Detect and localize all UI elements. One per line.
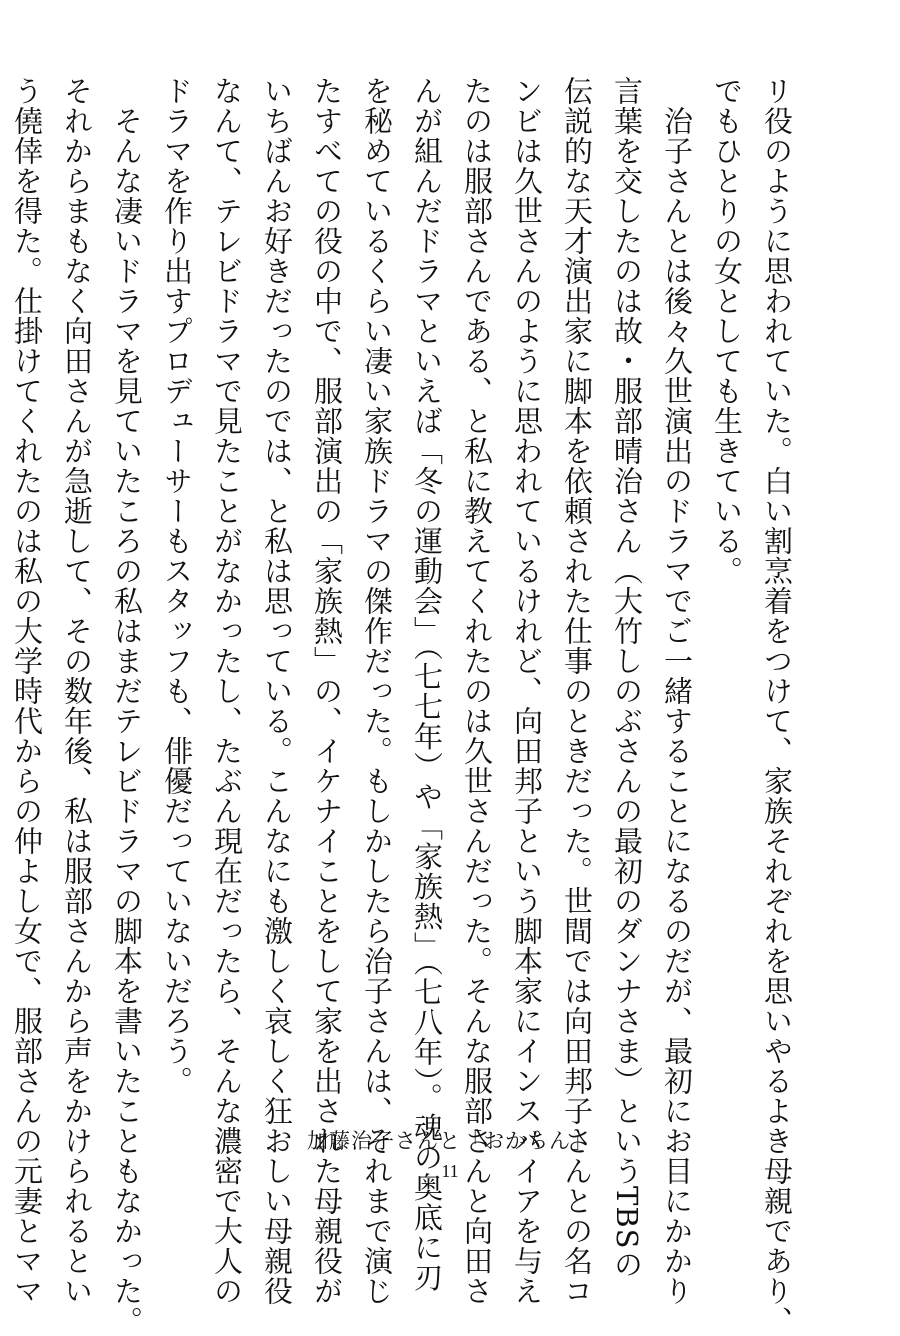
text-line-10: たすべての役の中で、服部演出の「家族熱」の、イケナイことをして家を出された母親役が [310,76,344,1306]
text-line-15: それからまもなく向田さんが急逝して、その数年後、私は服部さんから声をかけられるとい [60,76,94,1306]
text-line-12: なんて、テレビドラマで見たことがなかったし、たぶん現在だったら、そんな濃密で大人の [210,76,244,1306]
text-line-2: でもひとりの女としても生きている。 [710,76,744,586]
text-line-16: う僥倖を得た。仕掛けてくれたのは私の大学時代からの仲よし女で、服部さんの元妻とママ [10,76,44,1306]
text-line-17 [0,76,2,1076]
page-number: 11 [441,1161,459,1181]
text-line-8: んが組んだドラマといえば「冬の運動会」（七七年）や「家族熱」（七八年）。魂の奥底に刃 [410,76,444,1293]
text-line-5: 伝説的な天才演出家に脚本を依頼された仕事のときだった。世間では向田邦子さんとの名コ [560,76,594,1306]
text-line-4 [602,76,652,1280]
running-title: 加藤治子さんと「おかちん」 [307,1129,593,1153]
text-line-14: そんな凄いドラマを見ていたころの私はまだテレビドラマの脚本を書いたこともなかった。 [110,76,144,1336]
text-line-4-text: 言葉を交したのは故・服部晴治さん（大竹しのぶさんの最初のダンナさま）というTBSの [610,76,644,1280]
text-line-7: たのは服部さんである、と私に教えてくれたのは久世さんだった。そんな服部さんと向田さ [460,76,494,1306]
text-line-13: ドラマを作り出すプロデューサーもスタッフも、俳優だっていないだろう。 [160,76,194,1096]
text-line-11: いちばんお好きだったのでは、と私は思っている。こんなにも激しく哀しく狂おしい母親役 [260,76,294,1306]
text-line-6: ンビは久世さんのように思われているけれど、向田邦子という脚本家にインスパイアを与え [510,76,544,1306]
text-line-9: を秘めているくらい凄い家族ドラマの傑作だった。もしかしたら治子さんは、それまで演じ [360,76,394,1306]
text-line-3: 治子さんとは後々久世演出のドラマでご一緒することになるのだが、最初にお目にかかり [660,76,694,1306]
text-line-1: リ役のように思われていた。白い割烹着をつけて、家族それぞれを思いやるよき母親であり、 [760,76,794,1336]
